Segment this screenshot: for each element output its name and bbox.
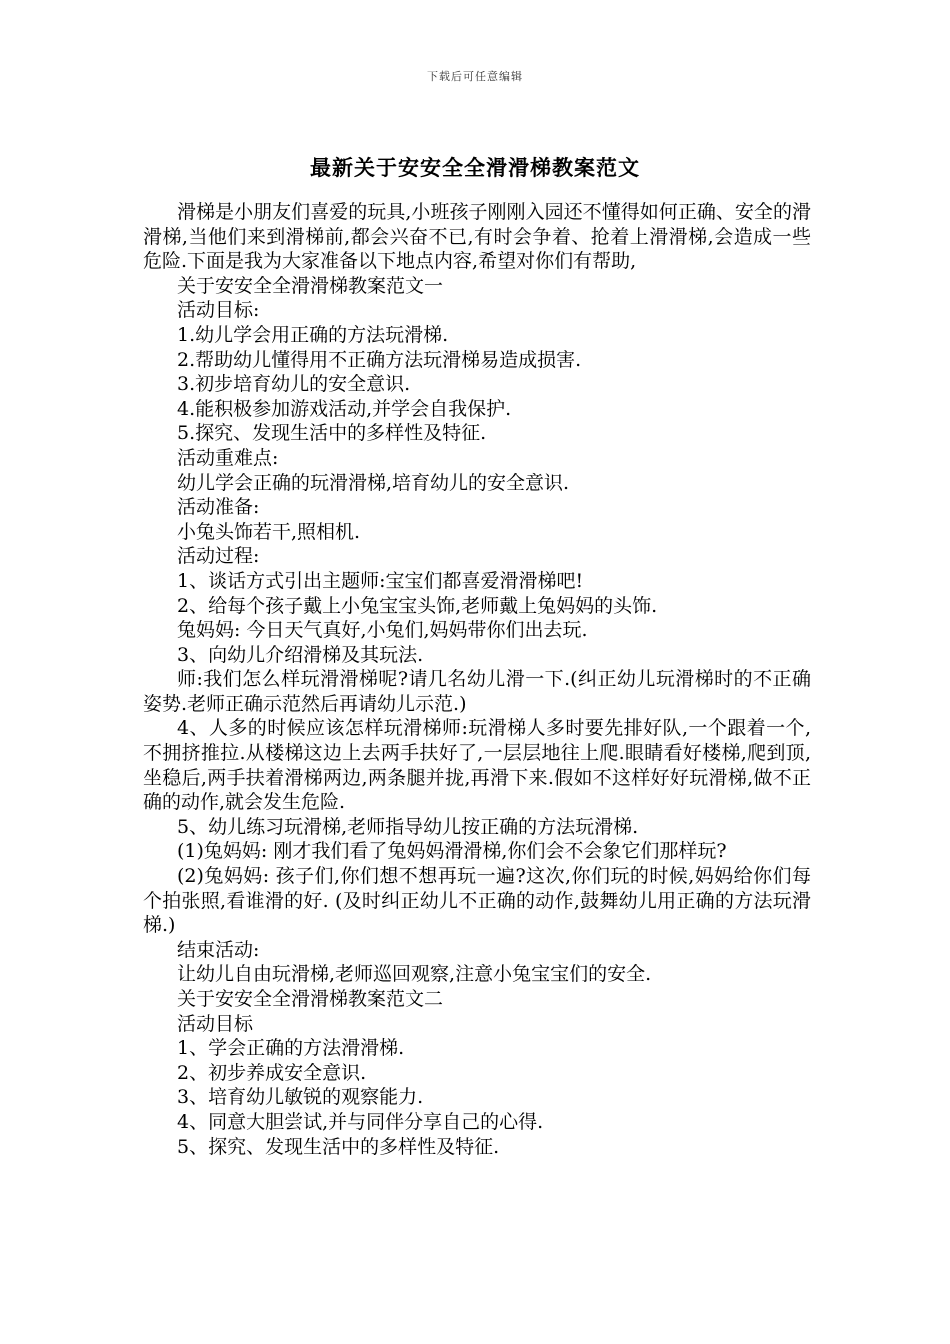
paragraph: 4、同意大胆尝试,并与同伴分享自己的心得. (177, 1110, 544, 1133)
paragraph: 结束活动: (177, 938, 260, 961)
paragraph: 让幼儿自由玩滑梯,老师巡回观察,注意小兔宝宝们的安全. (177, 963, 652, 986)
paragraph-intro: 滑梯是小朋友们喜爱的玩具,小班孩子刚刚入园还不懂得如何正确、安全的滑滑梯,当他们来到滑梯前,都会兴奋不已,有时会争着、抢着上滑滑梯,会造成一些危险.下面是我为大家准备以下地点内容,希望对你们有帮助, (143, 201, 811, 273)
paragraph: 1.幼儿学会用正确的方法玩滑梯. (177, 323, 449, 346)
paragraph: 2、给每个孩子戴上小兔宝宝头饰,老师戴上兔妈妈的头饰. (177, 594, 658, 617)
section-heading-2: 关于安安全全滑滑梯教案范文二 (177, 988, 444, 1010)
paragraph: 5、幼儿练习玩滑梯,老师指导幼儿按正确的方法玩滑梯. (177, 815, 639, 838)
paragraph: 5、探究、发现生活中的多样性及特征. (177, 1135, 500, 1158)
paragraph: 4、人多的时候应该怎样玩滑梯师:玩滑梯人多时要先排好队,一个跟着一个,不拥挤推拉.从楼梯这边上去两手扶好了,一层层地往上爬.眼睛看好楼梯,爬到顶,坐稳后,两手扶着滑梯两边,两条腿并拢,再滑下来.假如不这样好好玩滑梯,做不正确的动作,就会发生危险. (143, 717, 811, 814)
paragraph: 3.初步培育幼儿的安全意识. (177, 373, 411, 396)
paragraph: 2.帮助幼儿懂得用不正确方法玩滑梯易造成损害. (177, 348, 582, 371)
paragraph: 兔妈妈: 今日天气真好,小兔们,妈妈带你们出去玩. (177, 619, 588, 642)
paragraph: 4.能积极参加游戏活动,并学会自我保护. (177, 397, 512, 420)
header-note: 下载后可任意编辑 (427, 70, 523, 83)
paragraph: 3、向幼儿介绍滑梯及其玩法. (177, 643, 424, 666)
paragraph: 师:我们怎么样玩滑滑梯呢?请几名幼儿滑一下.(纠正幼儿玩滑梯时的不正确姿势.老师正确示范然后再请幼儿示范.) (143, 668, 811, 715)
paragraph: 2、初步养成安全意识. (177, 1061, 367, 1084)
paragraph: 3、培育幼儿敏锐的观察能力. (177, 1086, 424, 1109)
paragraph: (2)兔妈妈: 孩子们,你们想不想再玩一遍?这次,你们玩的时候,妈妈给你们每个拍张照,看谁滑的好. (及时纠正幼儿不正确的动作,鼓舞幼儿用正确的方法玩滑梯.) (143, 865, 811, 937)
paragraph: 5.探究、发现生活中的多样性及特征. (177, 422, 487, 445)
paragraph: 活动过程: (177, 545, 260, 568)
paragraph: 1、谈话方式引出主题师:宝宝们都喜爱滑滑梯吧! (177, 569, 584, 592)
paragraph: 活动目标 (177, 1012, 254, 1035)
document-title: 最新关于安安全全滑滑梯教案范文 (310, 155, 640, 180)
paragraph: 小兔头饰若干,照相机. (177, 520, 361, 543)
paragraph: 活动准备: (177, 496, 260, 519)
document-body (143, 200, 811, 1159)
paragraph: 活动重难点: (177, 446, 279, 469)
paragraph: 1、学会正确的方法滑滑梯. (177, 1037, 405, 1060)
paragraph: 活动目标: (177, 299, 260, 322)
paragraph: 幼儿学会正确的玩滑滑梯,培育幼儿的安全意识. (177, 471, 570, 494)
section-heading-1: 关于安安全全滑滑梯教案范文一 (177, 274, 444, 297)
paragraph: (1)兔妈妈: 刚才我们看了兔妈妈滑滑梯,你们会不会象它们那样玩? (177, 840, 727, 863)
